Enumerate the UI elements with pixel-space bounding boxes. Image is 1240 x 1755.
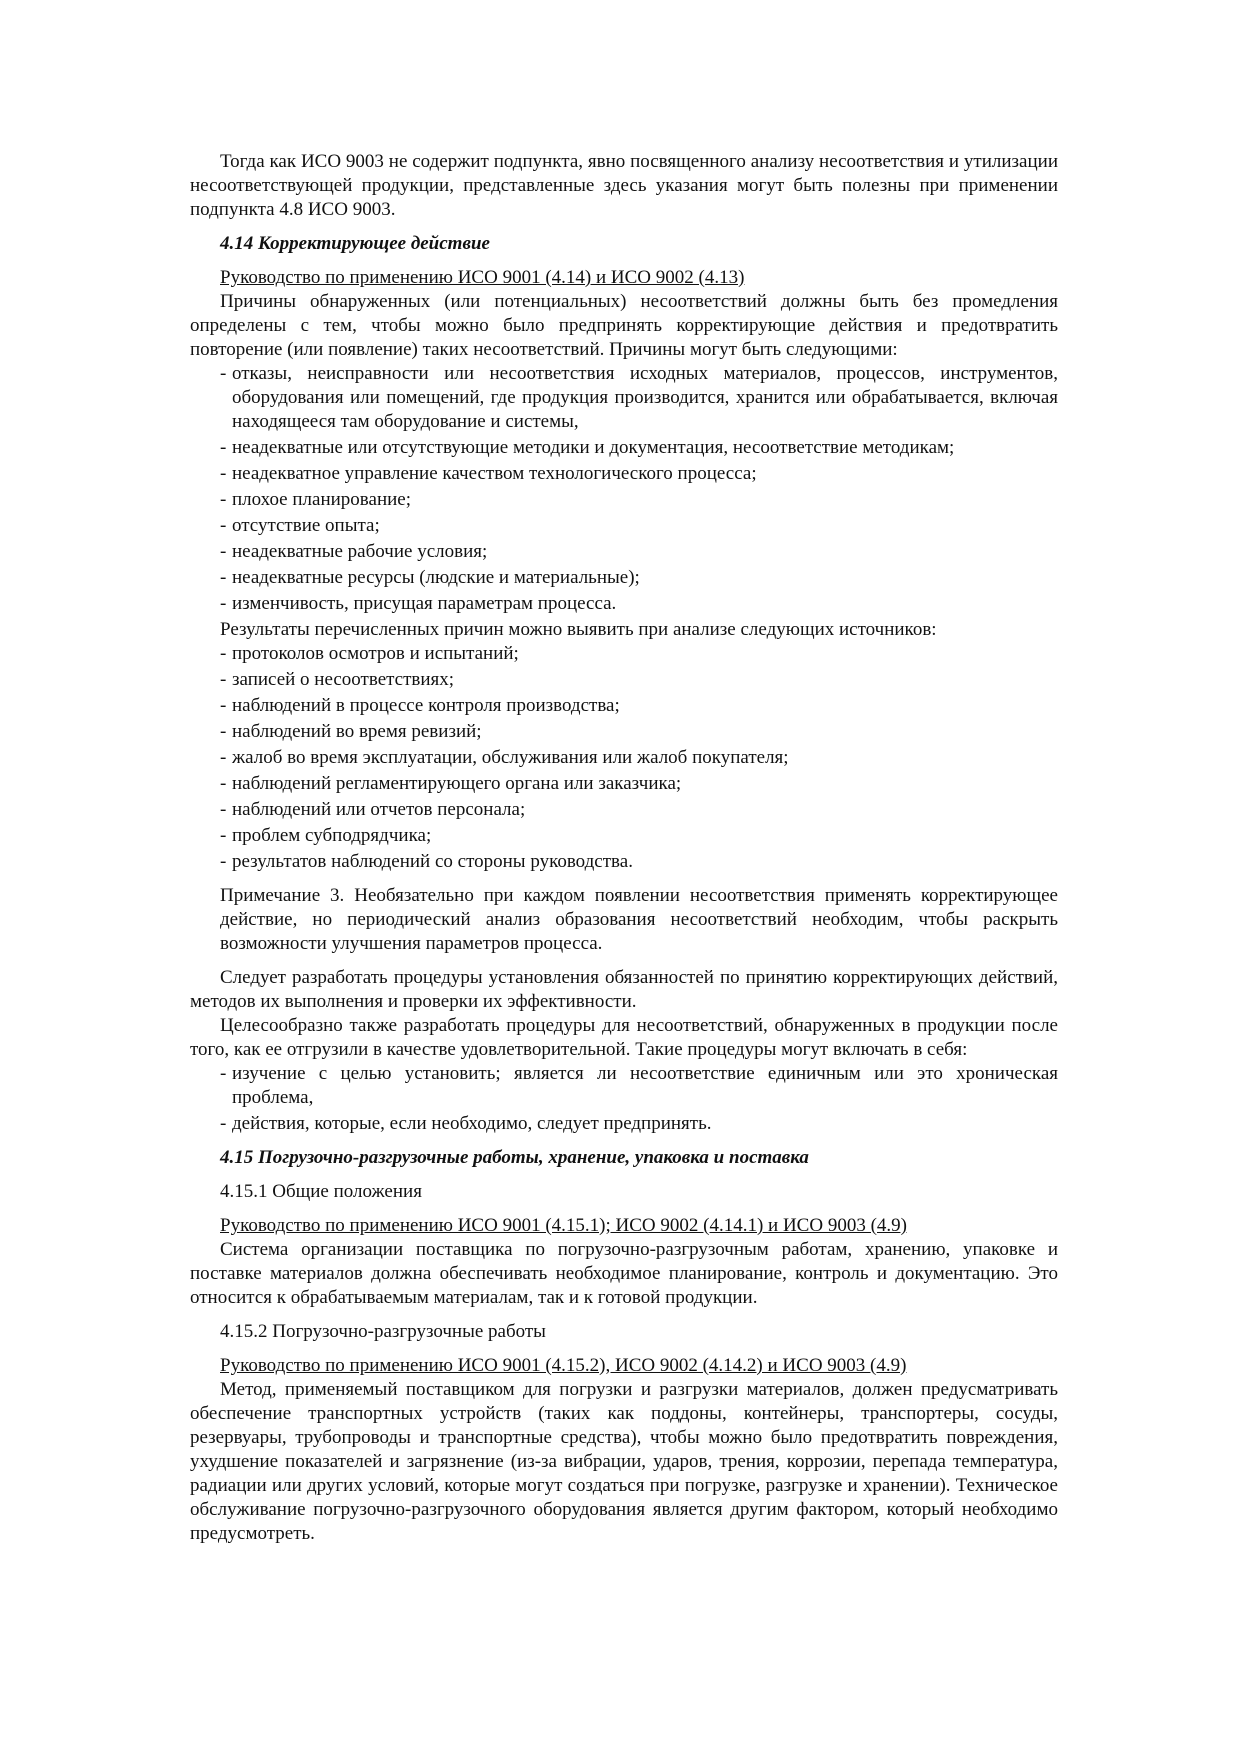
list-item: - отказы, неисправности или несоответствия исходных материалов, процессов, инструментов, оборудования или помещений, где продукция производится, хранится или обрабатывается, включая находящееся там оборудование и системы,: [220, 362, 1058, 434]
list-item: - записей о несоответствиях;: [220, 668, 1058, 692]
sources-intro-paragraph: Результаты перечисленных причин можно выявить при анализе следующих источников:: [220, 619, 937, 640]
list-item: - действия, которые, если необходимо, следует предпринять.: [220, 1112, 1058, 1136]
list-item: - неадекватное управление качеством технологического процесса;: [220, 462, 1058, 486]
intro-paragraph: Тогда как ИСО 9003 не содержит подпункта, явно посвященного анализу несоответствия и утилизации несоответствующей продукции, представленные здесь указания могут быть полезны при применении подпункта 4.8 ИСО 9003.: [190, 151, 1058, 220]
guide-4-15-1: Руководство по применению ИСО 9001 (4.15.1); ИСО 9002 (4.14.1) и ИСО 9003 (4.9): [220, 1215, 907, 1236]
list-item: - изменчивость, присущая параметрам процесса.: [220, 592, 1058, 616]
general-provisions-paragraph: Система организации поставщика по погрузочно-разгрузочным работам, хранению, упаковке и поставке материалов должна обеспечивать необходимое планирование, контроль и документацию. Это относится к обрабатываемым материалам, так и к готовой продукции.: [190, 1239, 1058, 1308]
note-3: Примечание 3. Необязательно при каждом появлении несоответствия применять корректирующее действие, но периодический анализ образования несоответствий необходим, чтобы раскрыть возможности улучшения параметров процесса.: [220, 885, 1058, 954]
handling-method-paragraph: Метод, применяемый поставщиком для погрузки и разгрузки материалов, должен предусматривать обеспечение транспортных устройств (таких как поддоны, контейнеры, транспортеры, сосуды, резервуары, трубопроводы и транспортные средства), чтобы можно было предотвратить повреждения, ухудшение показателей и загрязнение (из-за вибрации, ударов, трения, коррозии, перепада температура, радиации или других условий, которые могут создаться при погрузке, разгрузке и хранении). Техническое обслуживание погрузочно-разгрузочного оборудования является другим фактором, который необходимо предусмотреть.: [190, 1379, 1058, 1544]
list-item: - результатов наблюдений со стороны руководства.: [220, 850, 1058, 874]
list-item: - протоколов осмотров и испытаний;: [220, 642, 1058, 666]
list-item: - отсутствие опыта;: [220, 514, 1058, 538]
list-item: - наблюдений в процессе контроля производства;: [220, 694, 1058, 718]
guide-4-14: Руководство по применению ИСО 9001 (4.14) и ИСО 9002 (4.13): [220, 267, 745, 288]
document-page: [190, 150, 1058, 1546]
list-item: - плохое планирование;: [220, 488, 1058, 512]
causes-intro-paragraph: Причины обнаруженных (или потенциальных) несоответствий должны быть без промедления определены с тем, чтобы можно было предпринять корректирующие действия и предотвратить повторение (или появление) таких несоответствий. Причины могут быть следующими:: [190, 291, 1058, 360]
procedures-paragraph: Следует разработать процедуры установления обязанностей по принятию корректирующих действий, методов их выполнения и проверки их эффективности.: [190, 967, 1058, 1012]
list-item: - наблюдений во время ревизий;: [220, 720, 1058, 744]
procedures-list: [190, 1062, 1058, 1136]
list-item: - проблем субподрядчика;: [220, 824, 1058, 848]
list-item: - наблюдений регламентирующего органа или заказчика;: [220, 772, 1058, 796]
list-item: - неадекватные рабочие условия;: [220, 540, 1058, 564]
causes-list: [190, 362, 1058, 616]
subsection-4-15-2-title: 4.15.2 Погрузочно-разгрузочные работы: [220, 1321, 546, 1342]
list-item: - неадекватные или отсутствующие методики и документация, несоответствие методикам;: [220, 436, 1058, 460]
section-4-14-heading: 4.14 Корректирующее действие: [220, 233, 490, 254]
guide-4-15-2: Руководство по применению ИСО 9001 (4.15.2), ИСО 9002 (4.14.2) и ИСО 9003 (4.9): [220, 1355, 907, 1376]
subsection-4-15-1-title: 4.15.1 Общие положения: [220, 1181, 422, 1202]
list-item: - изучение с целью установить; является ли несоответствие единичным или это хроническая проблема,: [220, 1062, 1058, 1110]
section-4-15-heading: 4.15 Погрузочно-разгрузочные работы, хранение, упаковка и поставка: [220, 1147, 809, 1168]
list-item: - неадекватные ресурсы (людские и материальные);: [220, 566, 1058, 590]
sources-list: [190, 642, 1058, 874]
list-item: - наблюдений или отчетов персонала;: [220, 798, 1058, 822]
list-item: - жалоб во время эксплуатации, обслуживания или жалоб покупателя;: [220, 746, 1058, 770]
shipped-nonconformity-paragraph: Целесообразно также разработать процедуры для несоответствий, обнаруженных в продукции после того, как ее отгрузили в качестве удовлетворительной. Такие процедуры могут включать в себя:: [190, 1015, 1058, 1060]
